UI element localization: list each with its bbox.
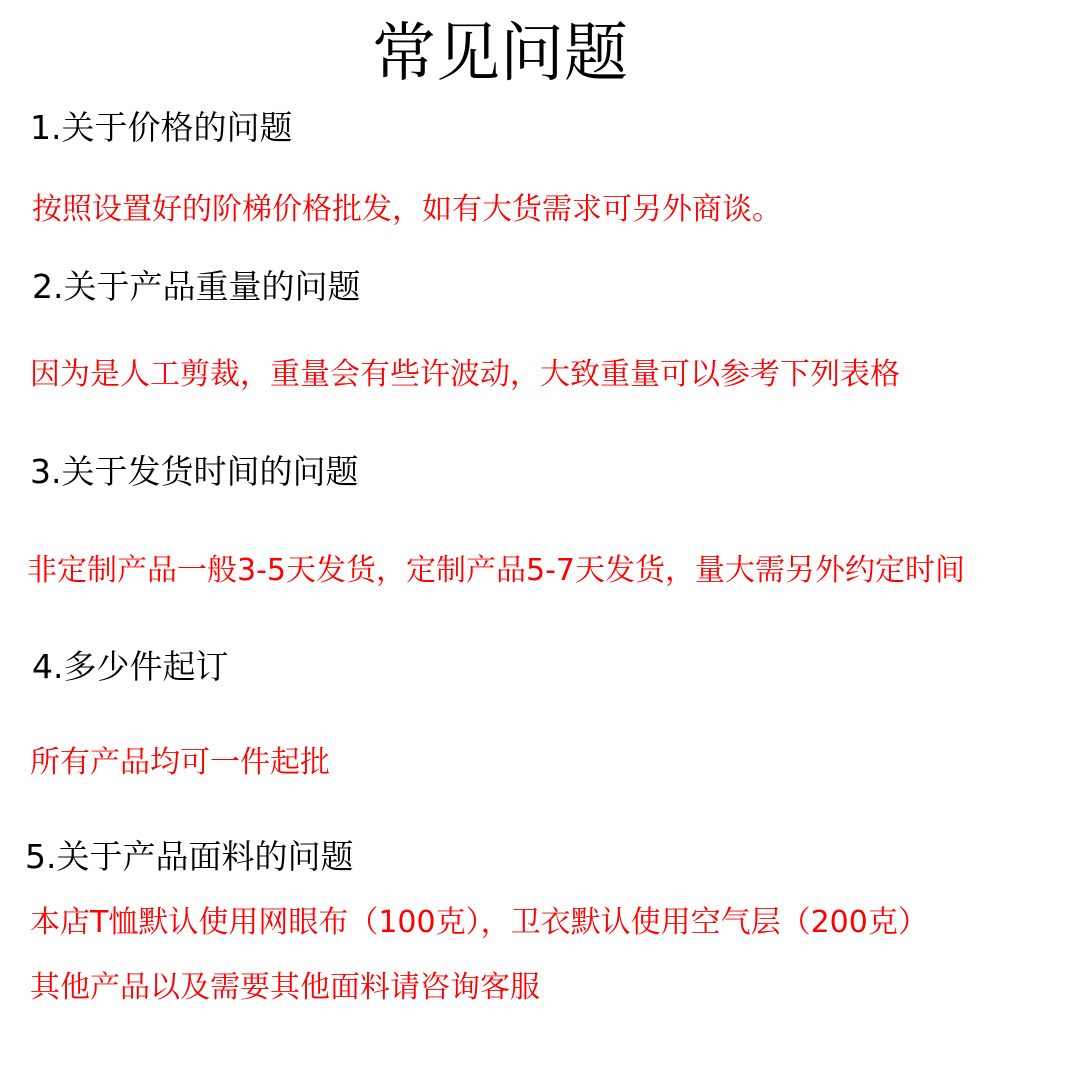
faq-question-shipping-time: 3.关于发货时间的问题 <box>30 452 359 491</box>
page-title: 常见问题 <box>372 17 628 91</box>
faq-question-weight: 2.关于产品重量的问题 <box>32 267 361 306</box>
faq-answer-fabric-line-1: 本店T恤默认使用网眼布（100克），卫衣默认使用空气层（200克） <box>30 905 928 940</box>
faq-answer-fabric-line-2: 其他产品以及需要其他面料请咨询客服 <box>30 970 540 1005</box>
faq-question-price: 1.关于价格的问题 <box>30 108 293 147</box>
faq-answer-minimum-order: 所有产品均可一件起批 <box>30 745 330 780</box>
faq-answer-shipping-time: 非定制产品一般3-5天发货，定制产品5-7天发货，量大需另外约定时间 <box>27 553 965 588</box>
faq-question-fabric: 5.关于产品面料的问题 <box>25 837 354 876</box>
faq-answer-price: 按照设置好的阶梯价格批发，如有大货需求可另外商谈。 <box>32 192 782 227</box>
faq-answer-weight: 因为是人工剪裁，重量会有些许波动，大致重量可以参考下列表格 <box>30 357 900 392</box>
faq-question-minimum-order: 4.多少件起订 <box>32 647 229 686</box>
